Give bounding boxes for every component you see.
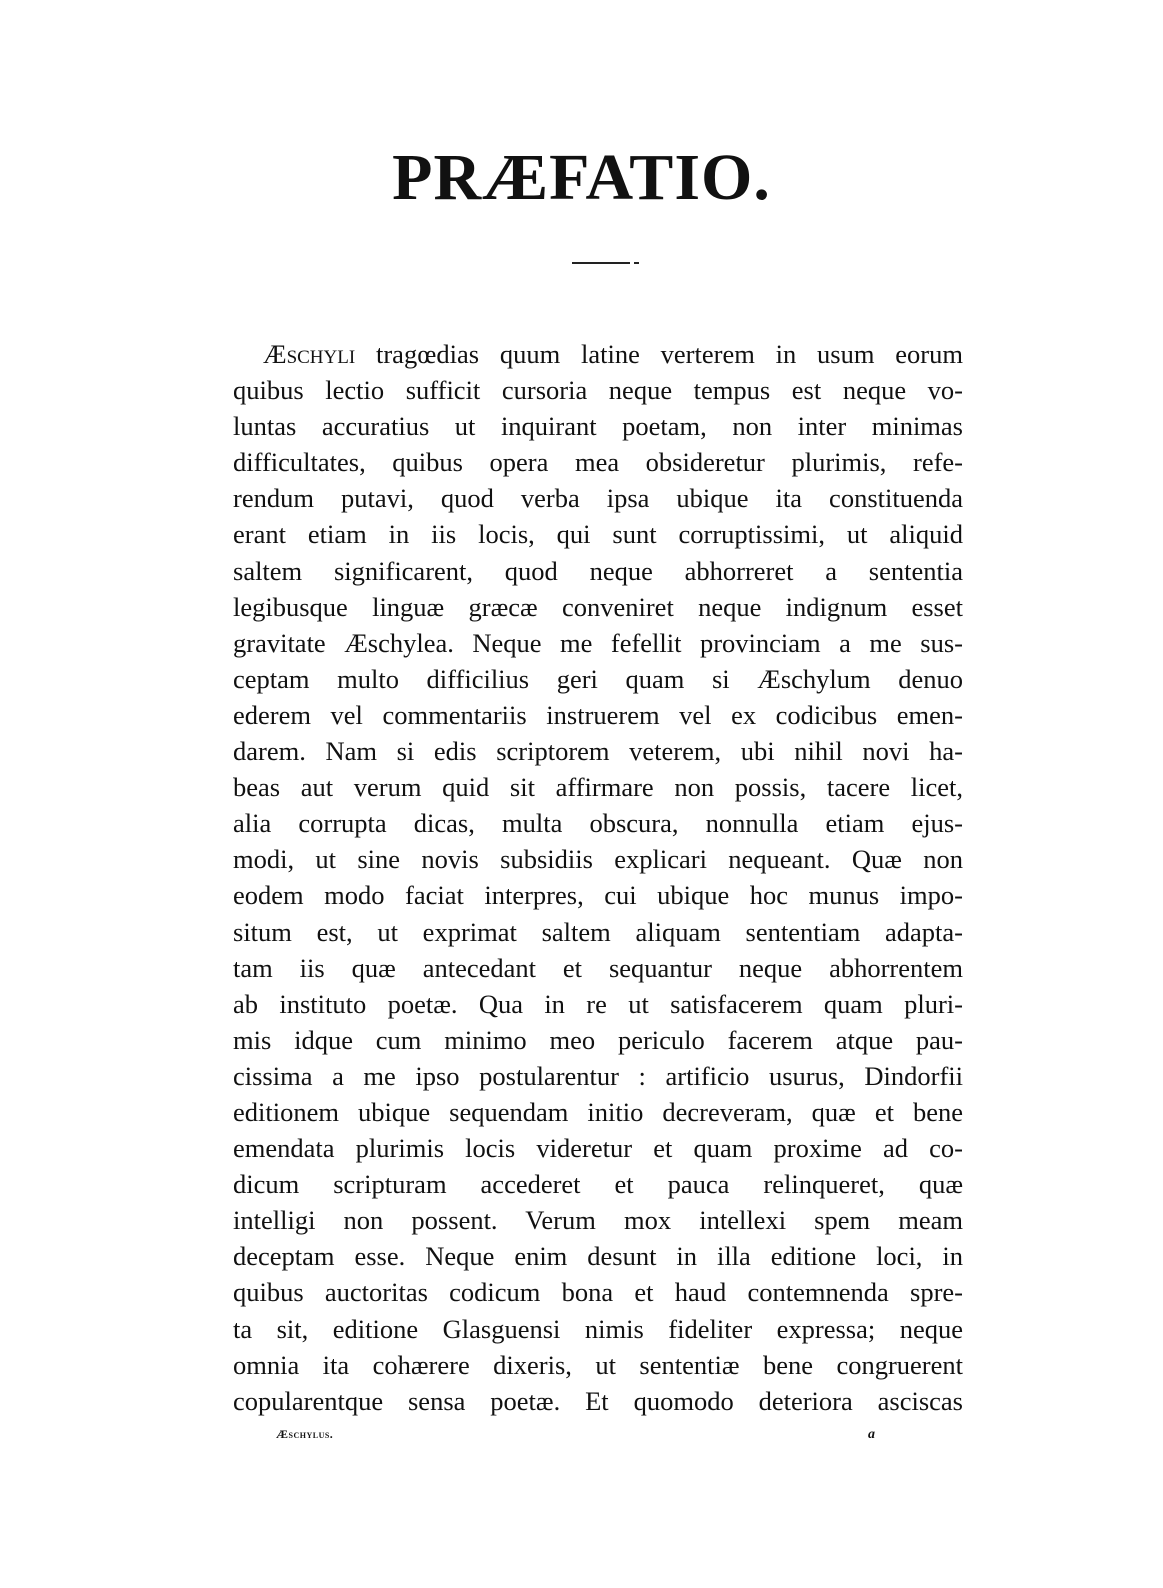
title-rule <box>572 262 630 264</box>
paragraph-line: gravitate Æschylea. Neque me fefellit provinciam a me sus- <box>233 627 963 658</box>
page-title: PRÆFATIO. <box>392 141 771 214</box>
first-line-text: tragœdias quum latine verterem in usum eorum <box>355 339 963 369</box>
paragraph-line: luntas accuratius ut inquirant poetam, non inter minimas <box>233 411 963 442</box>
paragraph-line: intelligi non possent. Verum mox intellexi spem meam <box>233 1205 963 1236</box>
paragraph-line: mis idque cum minimo meo periculo facerem atque pau- <box>233 1024 963 1055</box>
paragraph-line: quibus lectio sufficit cursoria neque tempus est neque vo- <box>233 375 963 406</box>
paragraph-line: omnia ita cohærere dixeris, ut sententiæ bene congruerent <box>233 1349 963 1380</box>
paragraph-line: difficultates, quibus opera mea obsideretur plurimis, refe- <box>233 447 963 478</box>
preface-paragraph <box>233 336 963 1419</box>
signature-mark: Æschylus. <box>276 1427 334 1441</box>
paragraph-line: modi, ut sine novis subsidiis explicari nequeant. Quæ non <box>233 844 963 875</box>
paragraph-line: legibusque linguæ græcæ conveniret neque indignum esset <box>233 591 963 622</box>
paragraph-line: beas aut verum quid sit affirmare non possis, tacere licet, <box>233 772 963 803</box>
paragraph-line: darem. Nam si edis scriptorem veterem, ubi nihil novi ha- <box>233 736 963 767</box>
paragraph-line: emendata plurimis locis videretur et quam proxime ad co- <box>233 1133 963 1164</box>
paragraph-line: dicum scripturam accederet et pauca relinqueret, quæ <box>233 1169 963 1200</box>
paragraph-line: eodem modo faciat interpres, cui ubique hoc munus impo- <box>233 880 963 911</box>
paragraph-line: editionem ubique sequendam initio decreveram, quæ et bene <box>233 1096 963 1127</box>
paragraph-line: cissima a me ipso postularentur : artificio usurus, Dindorfii <box>233 1060 963 1091</box>
paragraph-line-first <box>233 336 963 372</box>
paragraph-line: erant etiam in iis locis, qui sunt corruptissimi, ut aliquid <box>233 519 963 550</box>
title-rule-dot <box>634 262 639 264</box>
paragraph-line: saltem significarent, quod neque abhorreret a sententia <box>233 555 963 586</box>
lead-word: Æschyli <box>263 339 356 369</box>
paragraph-line: rendum putavi, quod verba ipsa ubique ita constituenda <box>233 483 963 514</box>
page-footer <box>0 1427 1163 1447</box>
paragraph-line: alia corrupta dicas, multa obscura, nonnulla etiam ejus- <box>233 808 963 839</box>
paragraph-line: situm est, ut exprimat saltem aliquam sententiam adapta- <box>233 916 963 947</box>
paragraph-line: ab instituto poetæ. Qua in re ut satisfacerem quam pluri- <box>233 988 963 1019</box>
paragraph-line: ederem vel commentariis instruerem vel ex codicibus emen- <box>233 699 963 730</box>
sheet-mark: a <box>868 1427 875 1442</box>
paragraph-line: ceptam multo difficilius geri quam si Æschylum denuo <box>233 663 963 694</box>
paragraph-line-last: copularentque sensa poetæ. Et quomodo deteriora asciscas <box>233 1385 963 1416</box>
paragraph-line: ta sit, editione Glasguensi nimis fideliter expressa; neque <box>233 1313 963 1344</box>
paragraph-line: tam iis quæ antecedant et sequantur neque abhorrentem <box>233 952 963 983</box>
paragraph-line: deceptam esse. Neque enim desunt in illa editione loci, in <box>233 1241 963 1272</box>
paragraph-line: quibus auctoritas codicum bona et haud contemnenda spre- <box>233 1277 963 1308</box>
